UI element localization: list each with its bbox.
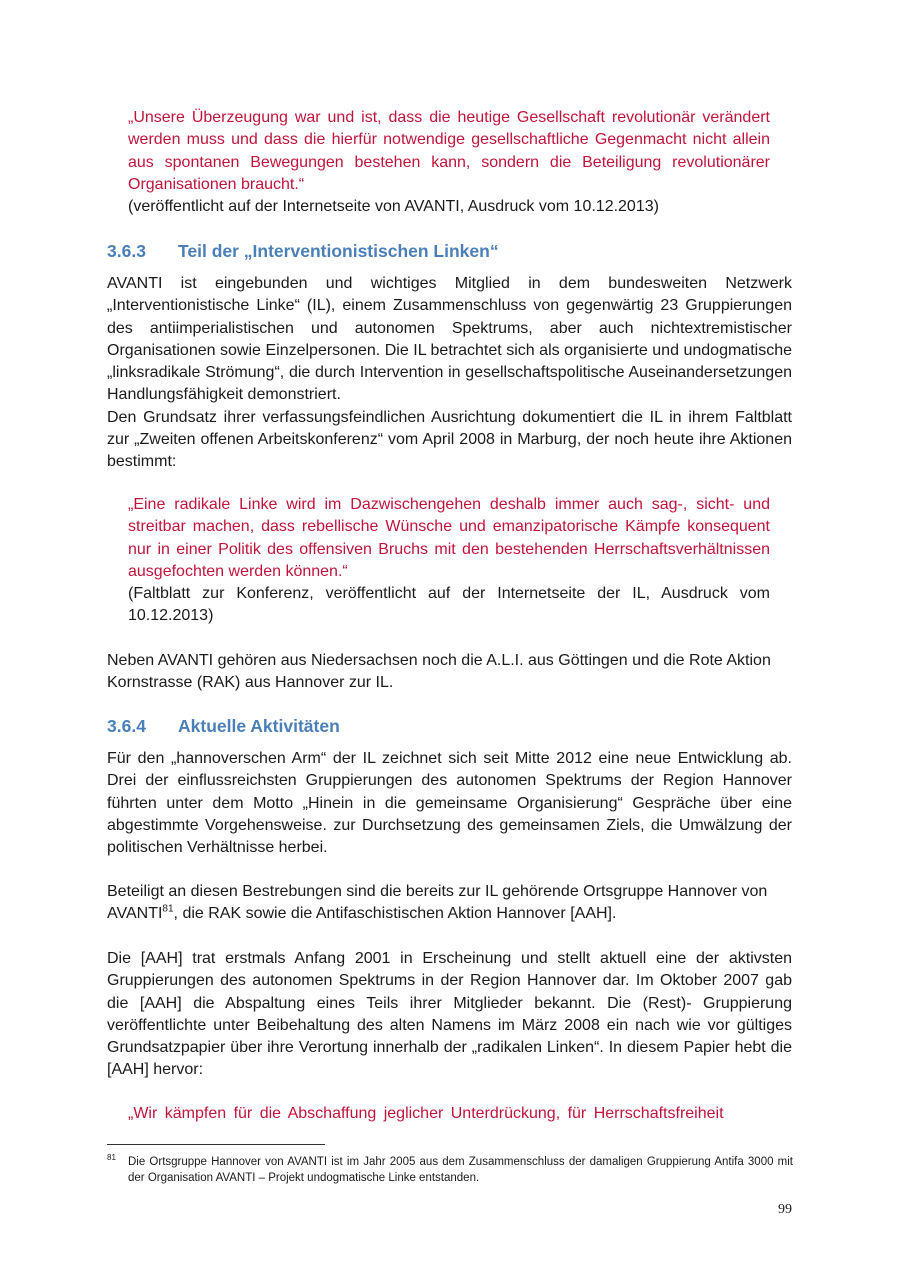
section-number: 3.6.3 (107, 241, 146, 261)
paragraph-text: Den Grundsatz ihrer verfassungsfeindlichen Ausrichtung dokumentiert die IL in ihrem Faltblatt zur „Zweiten offenen Arbeitskonferenz“ vom April 2008 in Marburg, der noch heute ihre Aktionen bestimmt: (107, 408, 792, 471)
page-number: 99 (778, 1202, 792, 1217)
quote-block-il (128, 494, 770, 628)
paragraph-text: Neben AVANTI gehören aus Niedersachsen noch die A.L.I. aus Göttingen und die Rote Aktion Kornstrasse (RAK) aus Hannover zur IL. (107, 652, 771, 692)
quote-text: „Unsere Überzeugung war und ist, dass die heutige Gesellschaft revolutionär verändert werden muss und dass die hierfür notwendige gesellschaftliche Gegenmacht nicht allein aus spontanen Bewegungen bestehen kann, sondern die Beteiligung revolutionärer Organisationen braucht.“ (128, 109, 770, 193)
paragraph-hanover-arm (107, 748, 792, 859)
quote-source: (Faltblatt zur Konferenz, veröffentlicht auf der Internetseite der IL, Ausdruck vom 10.12.2013) (128, 585, 770, 625)
footnote-number: 81 (107, 1153, 116, 1162)
paragraph-text: AVANTI ist eingebunden und wichtiges Mitglied in dem bundesweiten Netzwerk „Interventionistische Linke“ (IL), einem Zusammenschluss von gegenwärtig 23 Gruppierungen des antiimperialistischen und autonomen Spektrums, aber auch nichtextremistischer Organisationen sowie Einzelpersonen. Die IL betrachtet sich als organisierte und undogmatische „linksradikale Strömung“, die durch Intervention in gesellschaftspolitische Auseinandersetzungen Handlungsfähigkeit demonstriert. (107, 275, 792, 404)
footnote-reference[interactable]: 81 (162, 903, 174, 915)
quote-source: (veröffentlicht auf der Internetseite von AVANTI, Ausdruck vom 10.12.2013) (128, 198, 659, 216)
section-title: Aktuelle Aktivitäten (178, 716, 340, 736)
section-heading-3-6-3 (107, 241, 499, 262)
paragraph-lower-saxony-groups (107, 650, 792, 695)
paragraph-il-membership (107, 273, 792, 474)
footnote-text: Die Ortsgruppe Hannover von AVANTI ist im Jahr 2005 aus dem Zusammenschluss der damaligen Gruppierung Antifa 3000 mit der Organisation AVANTI – Projekt undogmatische Linke entstanden. (128, 1156, 793, 1184)
footnote-separator (107, 1144, 325, 1145)
section-number: 3.6.4 (107, 716, 146, 736)
paragraph-participants (107, 881, 792, 926)
footnote-81 (107, 1154, 793, 1186)
paragraph-text: Die [AAH] trat erstmals Anfang 2001 in Erscheinung und stellt aktuell eine der aktivsten Gruppierungen des autonomen Spektrums in der Region Hannover dar. Im Oktober 2007 gab die [AAH] die Abspaltung eines Teils ihrer Mitglieder bekannt. Die (Rest)- Gruppierung veröffentlichte unter Beibehaltung des alten Namens im März 2008 ein nach wie vor gültiges Grundsatzpapier über ihre Verortung innerhalb der „radikalen Linken“. In diesem Papier hebt die [AAH] hervor: (107, 950, 792, 1079)
quote-text: „Eine radikale Linke wird im Dazwischengehen deshalb immer auch sag-, sicht- und streitbar machen, dass rebellische Wünsche und emanzipatorische Kämpfe konsequent nur in einer Politik des offensiven Bruchs mit den bestehenden Herrschaftsverhältnissen ausgefochten werden können.“ (128, 496, 770, 580)
paragraph-text: Beteiligt an diesen Bestrebungen sind die bereits zur IL gehörende Ortsgruppe Hannover von AVANTI$^{81}$, die RAK sowie die Antifaschistischen Aktion Hannover [AAH]. (107, 883, 768, 923)
paragraph-aah (107, 948, 792, 1082)
quote-block-aah (128, 1103, 770, 1125)
quote-block-avanti (128, 107, 770, 218)
paragraph-text: Für den „hannoverschen Arm“ der IL zeichnet sich seit Mitte 2012 eine neue Entwicklung ab. Drei der einflussreichsten Gruppierungen des autonomen Spektrums der Region Hannover führten unter dem Motto „Hinein in die gemeinsame Organisierung“ Gespräche über eine abgestimmte Vorgehensweise. zur Durchsetzung des gemeinsamen Ziels, die Umwälzung der politischen Verhältnisse herbei. (107, 750, 792, 857)
section-heading-3-6-4 (107, 716, 340, 737)
quote-text: „Wir kämpfen für die Abschaffung jeglicher Unterdrückung, für Herrschaftsfreiheit (128, 1105, 724, 1122)
section-title: Teil der „Interventionistischen Linken“ (178, 241, 499, 261)
